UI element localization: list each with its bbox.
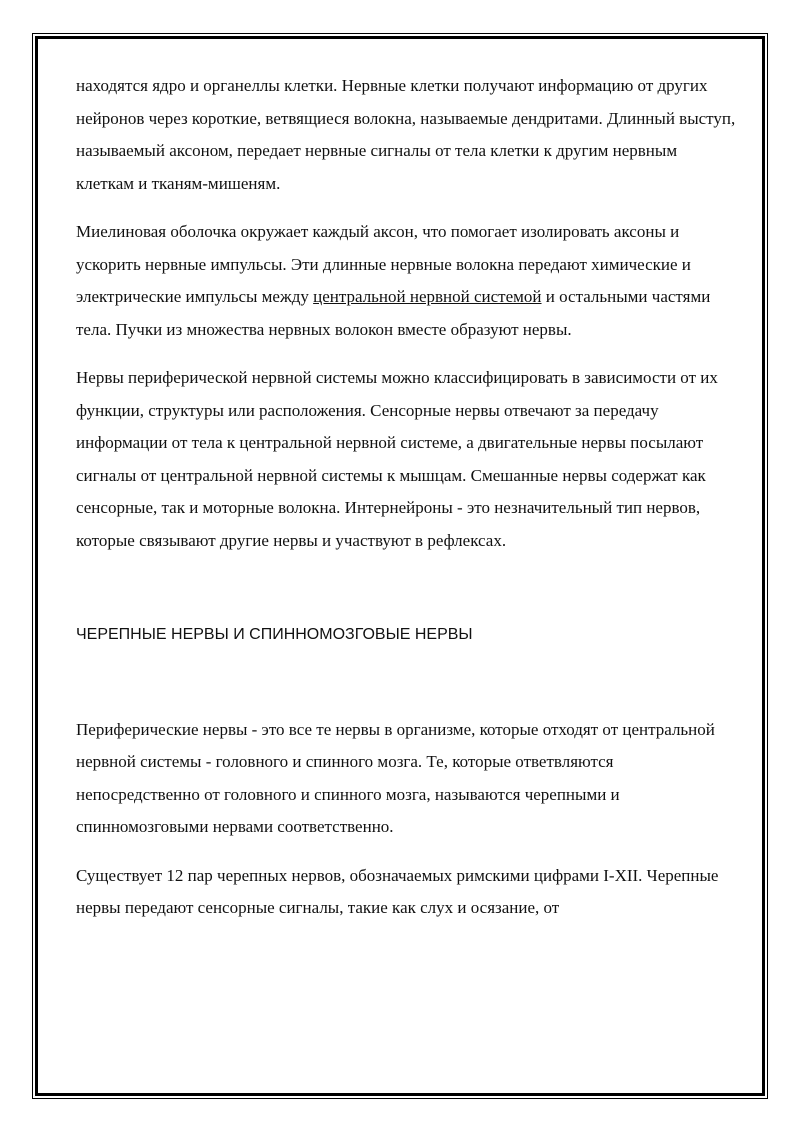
paragraph-text: и остальными частями тела. Пучки из множества нервных волокон вместе образуют нервы. (76, 287, 711, 339)
paragraph-neuron-structure: находятся ядро и органеллы клетки. Нервные клетки получают информацию от других нейронов через короткие, ветвящиеся волокна, называемые дендритами. Длинный выступ, называемый аксоном, передает нервные сигналы от тела клетки к другим нервным клеткам и тканям-мишеням. (76, 76, 736, 193)
paragraph-nerve-classification: Нервы периферической нервной системы можно классифицировать в зависимости от их функции, структуры или расположения. Сенсорные нервы отвечают за передачу информации от тела к центральной нервной системе, а двигательные нервы посылают сигналы от центральной нервной системы к мышцам. Смешанные нервы содержат как сенсорные, так и моторные волокна. Интернейроны - это незначительный тип нервов, которые связывают другие нервы и участвуют в рефлексах. (76, 368, 718, 550)
paragraph-cranial-nerves: Существует 12 пар черепных нервов, обозначаемых римскими цифрами I-XII. Черепные нервы передают сенсорные сигналы, такие как слух и осязание, от (76, 865, 719, 917)
cns-link[interactable]: центральной нервной системой (313, 287, 542, 306)
paragraph-myelin-sheath (76, 216, 736, 346)
spacer (76, 573, 736, 619)
section-heading: ЧЕРЕПНЫЕ НЕРВЫ И СПИННОМОЗГОВЫЕ НЕРВЫ (76, 626, 473, 643)
paragraph-text: Миелиновая оболочка окружает каждый аксон, что помогает изолировать аксоны и ускорить нервные импульсы. Эти длинные нервные волокна передают химические и электрические импульсы между (76, 222, 691, 306)
paragraph-peripheral-nerves: Периферические нервы - это все те нервы в организме, которые отходят от центральной нервной системы - головного и спинного мозга. Те, которые ответвляются непосредственно от головного и спинного мозга, называются черепными и спинномозговыми нервами соответственно. (76, 719, 715, 836)
document-body (76, 70, 736, 941)
spacer (76, 652, 736, 714)
